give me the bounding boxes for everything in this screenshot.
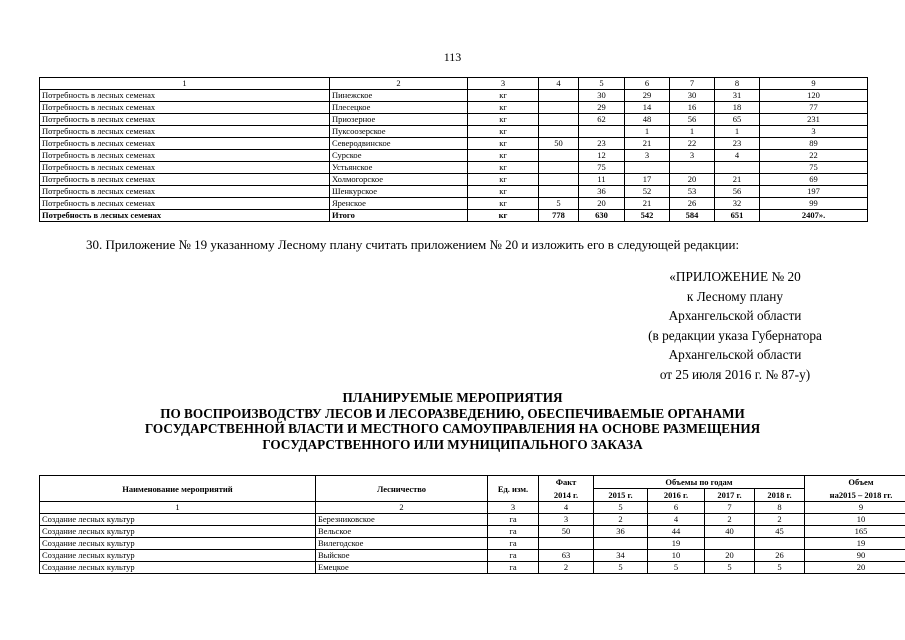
table-cell: Пинежское	[330, 90, 468, 102]
table-cell: кг	[468, 210, 539, 222]
table-cell: 50	[539, 526, 594, 538]
table-cell: кг	[468, 90, 539, 102]
table-cell: 5	[705, 562, 755, 574]
table-cell: 5	[755, 562, 805, 574]
table-cell: 3	[468, 78, 539, 90]
table-cell: Потребность в лесных семенах	[40, 150, 330, 162]
table-cell: Потребность в лесных семенах	[40, 114, 330, 126]
header-year: 2015 г.	[594, 489, 648, 502]
table-cell	[594, 538, 648, 550]
header-forestry: Лесничество	[316, 476, 488, 502]
header-year: 2017 г.	[705, 489, 755, 502]
table-cell: 21	[625, 138, 670, 150]
table-cell: 75	[760, 162, 868, 174]
appendix-line: от 25 июля 2016 г. № 87-у)	[659, 366, 811, 382]
table-cell: 29	[625, 90, 670, 102]
table-cell: 11	[579, 174, 625, 186]
table-cell: 23	[715, 138, 760, 150]
table-cell: 4	[648, 514, 705, 526]
table-cell: 36	[579, 186, 625, 198]
table-cell: кг	[468, 114, 539, 126]
table-cell: 22	[760, 150, 868, 162]
table-cell	[579, 126, 625, 138]
table-cell	[539, 174, 579, 186]
table-cell: 45	[755, 526, 805, 538]
table-row	[40, 162, 868, 174]
table-cell: 56	[670, 114, 715, 126]
table-cell: 231	[760, 114, 868, 126]
table-cell: 44	[648, 526, 705, 538]
header-fact: Факт	[539, 476, 594, 489]
table-cell: 26	[670, 198, 715, 210]
table-cell: 20	[705, 550, 755, 562]
table-cell: 22	[670, 138, 715, 150]
appendix-line: Архангельской области	[668, 308, 802, 323]
table-cell: 30	[579, 90, 625, 102]
table-cell: 3	[670, 150, 715, 162]
table-cell: 34	[594, 550, 648, 562]
table-cell: 584	[670, 210, 715, 222]
table-cell: 52	[625, 186, 670, 198]
table-cell: 197	[760, 186, 868, 198]
table-row	[40, 138, 868, 150]
table-cell: Потребность в лесных семенах	[40, 102, 330, 114]
table-cell: 20	[670, 174, 715, 186]
table-cell	[539, 186, 579, 198]
table-cell: 1	[40, 502, 316, 514]
table-cell: 26	[755, 550, 805, 562]
table-cell: 23	[579, 138, 625, 150]
table-cell: Потребность в лесных семенах	[40, 162, 330, 174]
table-cell: Создание лесных культур	[40, 514, 316, 526]
table-cell	[539, 538, 594, 550]
title-line: ПО ВОСПРОИЗВОДСТВУ ЛЕСОВ И ЛЕСОРАЗВЕДЕНИЮ, ОБЕСПЕЧИВАЕМЫЕ ОРГАНАМИ	[160, 405, 745, 421]
table-cell: кг	[468, 150, 539, 162]
table-cell: 542	[625, 210, 670, 222]
table-cell: Потребность в лесных семенах	[40, 210, 330, 222]
table-cell: 69	[760, 174, 868, 186]
table-cell: га	[488, 514, 539, 526]
table-cell: 18	[715, 102, 760, 114]
table-cell: 10	[805, 514, 905, 526]
table-row	[40, 186, 868, 198]
table-cell: 120	[760, 90, 868, 102]
table-cell: 6	[648, 502, 705, 514]
table-cell: 56	[715, 186, 760, 198]
table-cell	[755, 538, 805, 550]
table-cell: 9	[805, 502, 905, 514]
table-cell: 21	[715, 174, 760, 186]
table-cell: 31	[715, 90, 760, 102]
table-cell: 75	[579, 162, 625, 174]
header-measure: Наименование мероприятий	[40, 476, 316, 502]
page-number: 113	[443, 50, 462, 64]
table-row	[40, 90, 868, 102]
table-number-row	[40, 502, 905, 514]
table-cell: 5	[579, 78, 625, 90]
table-cell	[539, 162, 579, 174]
table-cell: га	[488, 550, 539, 562]
table-row	[40, 102, 868, 114]
table-cell: 3	[625, 150, 670, 162]
table-cell	[539, 114, 579, 126]
table-cell: Вельское	[316, 526, 488, 538]
appendix-line: «ПРИЛОЖЕНИЕ № 20	[669, 269, 801, 284]
table-cell: 5	[539, 198, 579, 210]
table-cell: 651	[715, 210, 760, 222]
table-row	[40, 198, 868, 210]
table-cell: Выйское	[316, 550, 488, 562]
header-unit: Ед. изм.	[488, 476, 539, 502]
table-cell: 53	[670, 186, 715, 198]
table-cell: 3	[760, 126, 868, 138]
table-cell: 89	[760, 138, 868, 150]
table-cell: 65	[715, 114, 760, 126]
table-cell: 1	[715, 126, 760, 138]
seed-demand-table	[39, 77, 868, 222]
title-line: ГОСУДАРСТВЕННОЙ ВЛАСТИ И МЕСТНОГО САМОУПРАВЛЕНИЯ НА ОСНОВЕ РАЗМЕЩЕНИЯ	[144, 421, 761, 436]
table-cell: Пуксоозерское	[330, 126, 468, 138]
header-fact-year: 2014 г.	[539, 489, 594, 502]
table-cell: Шенкурское	[330, 186, 468, 198]
table-cell: 5	[594, 502, 648, 514]
table-cell: Северодвинское	[330, 138, 468, 150]
table-cell: Потребность в лесных семенах	[40, 90, 330, 102]
table-cell: Создание лесных культур	[40, 550, 316, 562]
table-cell: 30	[670, 90, 715, 102]
table-row	[40, 514, 905, 526]
table-cell: 21	[625, 198, 670, 210]
table-cell: 1	[625, 126, 670, 138]
table-cell: 8	[715, 78, 760, 90]
table-cell: 6	[625, 78, 670, 90]
table-cell: 2	[316, 502, 488, 514]
table-cell: 4	[539, 78, 579, 90]
table-cell: Яренское	[330, 198, 468, 210]
table-total-row	[40, 210, 868, 222]
table-cell: 29	[579, 102, 625, 114]
table-cell: 63	[539, 550, 594, 562]
table-cell: кг	[468, 174, 539, 186]
table-cell: 7	[670, 78, 715, 90]
title-line: ПЛАНИРУЕМЫЕ МЕРОПРИЯТИЯ	[342, 390, 563, 405]
table-cell: 3	[488, 502, 539, 514]
table-cell	[705, 538, 755, 550]
table-cell	[539, 126, 579, 138]
table-row	[40, 114, 868, 126]
table-cell: 62	[579, 114, 625, 126]
table-cell: Потребность в лесных семенах	[40, 198, 330, 210]
table-cell: кг	[468, 102, 539, 114]
table-cell: 50	[539, 138, 579, 150]
table-cell: 32	[715, 198, 760, 210]
table-cell: Приозерное	[330, 114, 468, 126]
table-cell: 2	[594, 514, 648, 526]
table-cell: 4	[539, 502, 594, 514]
table-cell: 4	[715, 150, 760, 162]
table-cell: га	[488, 538, 539, 550]
table-cell: кг	[468, 162, 539, 174]
table-row	[40, 562, 905, 574]
table-cell: 48	[625, 114, 670, 126]
table-cell: 10	[648, 550, 705, 562]
table-cell: 2	[755, 514, 805, 526]
table-cell: 2	[330, 78, 468, 90]
table-cell: Плесецкое	[330, 102, 468, 114]
table-cell: кг	[468, 126, 539, 138]
table-cell: Холмогорское	[330, 174, 468, 186]
table-cell: Создание лесных культур	[40, 538, 316, 550]
table-cell	[539, 90, 579, 102]
table-cell: 9	[760, 78, 868, 90]
header-total: Объем	[805, 476, 905, 489]
table-cell: 20	[579, 198, 625, 210]
table-cell: 2	[539, 562, 594, 574]
table-cell: Березниковское	[316, 514, 488, 526]
table-cell: Вилегодское	[316, 538, 488, 550]
table-cell: 20	[805, 562, 905, 574]
document-title	[0, 390, 905, 452]
table-cell: Создание лесных культур	[40, 562, 316, 574]
table-cell: 90	[805, 550, 905, 562]
table-cell: Создание лесных культур	[40, 526, 316, 538]
table-cell	[625, 162, 670, 174]
title-line: ГОСУДАРСТВЕННОГО ИЛИ МУНИЦИПАЛЬНОГО ЗАКАЗА	[262, 436, 643, 452]
table-cell: Потребность в лесных семенах	[40, 174, 330, 186]
appendix-line: (в редакции указа Губернатора	[648, 327, 822, 343]
table-cell: 165	[805, 526, 905, 538]
table-cell	[539, 102, 579, 114]
header-year: 2016 г.	[648, 489, 705, 502]
table-cell: Потребность в лесных семенах	[40, 186, 330, 198]
table-cell	[539, 150, 579, 162]
table-cell: 5	[594, 562, 648, 574]
measures-table	[39, 475, 905, 574]
table-cell: 19	[805, 538, 905, 550]
table-cell: 77	[760, 102, 868, 114]
appendix-line: к Лесному плану	[686, 288, 784, 304]
table-row	[40, 550, 905, 562]
table-cell: Емецкое	[316, 562, 488, 574]
table-cell: га	[488, 562, 539, 574]
header-total-period: на2015 – 2018 гг.	[805, 489, 905, 502]
table-cell: кг	[468, 138, 539, 150]
table-cell: кг	[468, 186, 539, 198]
table-cell: 99	[760, 198, 868, 210]
table-cell: 778	[539, 210, 579, 222]
table-cell: 5	[648, 562, 705, 574]
table-cell	[670, 162, 715, 174]
table-cell: га	[488, 526, 539, 538]
table-cell: 36	[594, 526, 648, 538]
table-row	[40, 126, 868, 138]
appendix-block	[600, 267, 870, 384]
table-cell: 7	[705, 502, 755, 514]
table-cell: Сурское	[330, 150, 468, 162]
table-cell: Потребность в лесных семенах	[40, 138, 330, 150]
table-row	[40, 174, 868, 186]
table-cell: Потребность в лесных семенах	[40, 126, 330, 138]
table-cell: 14	[625, 102, 670, 114]
table-row	[40, 150, 868, 162]
table-row	[40, 526, 905, 538]
table-cell	[715, 162, 760, 174]
paragraph-30: 30. Приложение № 19 указанному Лесному плану считать приложением № 20 и изложить его в следующей редакции:	[86, 237, 740, 252]
table-cell: 40	[705, 526, 755, 538]
table-cell: 2	[705, 514, 755, 526]
header-years: Объемы по годам	[594, 476, 805, 489]
table-cell: 19	[648, 538, 705, 550]
table-cell: Итого	[330, 210, 468, 222]
table-cell: 3	[539, 514, 594, 526]
table-header-row	[40, 78, 868, 90]
table-cell: 16	[670, 102, 715, 114]
table-cell: Устьянское	[330, 162, 468, 174]
table-cell: 1	[670, 126, 715, 138]
table-cell: 17	[625, 174, 670, 186]
header-year: 2018 г.	[755, 489, 805, 502]
table-cell: 1	[40, 78, 330, 90]
table-cell: 8	[755, 502, 805, 514]
table-row	[40, 538, 905, 550]
table-cell: 630	[579, 210, 625, 222]
table-cell: 12	[579, 150, 625, 162]
table-cell: 2407».	[760, 210, 868, 222]
appendix-line: Архангельской области	[668, 347, 802, 362]
table-cell: кг	[468, 198, 539, 210]
